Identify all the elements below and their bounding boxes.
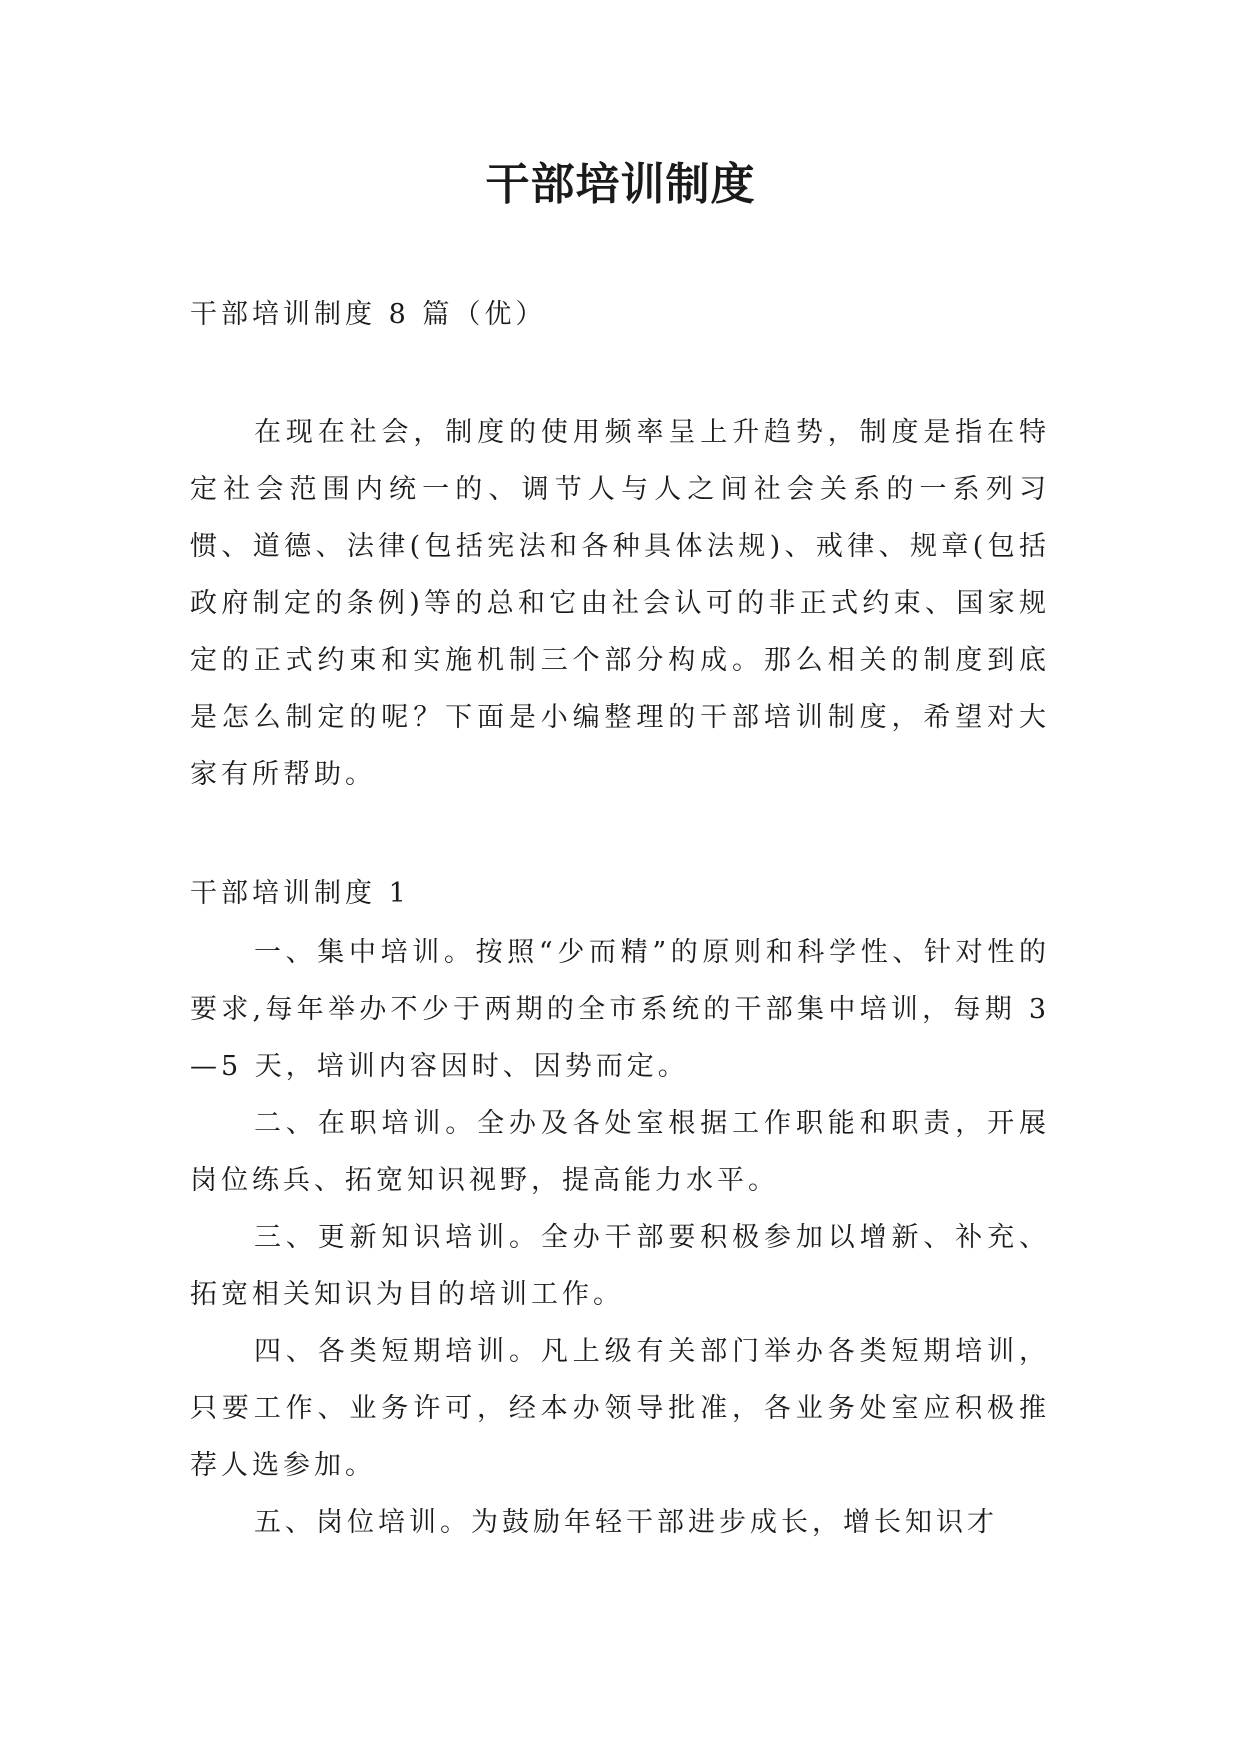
document-title: 干部培训制度 <box>485 159 756 210</box>
section-heading: 干部培训制度 1 <box>190 878 410 909</box>
section-paragraph-3: 三、更新知识培训。全办干部要积极参加以增新、补充、拓宽相关知识为目的培训工作。 <box>190 1222 1050 1310</box>
document-subtitle: 干部培训制度 8 篇（优） <box>190 299 547 330</box>
intro-paragraph: 在现在社会，制度的使用频率呈上升趋势，制度是指在特定社会范围内统一的、调节人与人之间社会关系的一系列习惯、道德、法律(包括宪法和各种具体法规)、戒律、规章(包括政府制定的条例)等的总和它由社会认可的非正式约束、国家规定的正式约束和实施机制三个部分构成。那么相关的制度到底是怎么制定的呢？下面是小编整理的干部培训制度，希望对大家有所帮助。 <box>190 417 1050 790</box>
section-body <box>190 924 1050 1551</box>
section-paragraph-2: 二、在职培训。全办及各处室根据工作职能和职责，开展岗位练兵、拓宽知识视野，提高能力水平。 <box>190 1108 1050 1196</box>
section-paragraph-4: 四、各类短期培训。凡上级有关部门举办各类短期培训，只要工作、业务许可，经本办领导批准，各业务处室应积极推荐人选参加。 <box>190 1336 1050 1481</box>
section-paragraph-1: 一、集中培训。按照“少而精”的原则和科学性、针对性的要求,每年举办不少于两期的全市系统的干部集中培训，每期 3—5 天，培训内容因时、因势而定。 <box>190 937 1050 1082</box>
section-paragraph-5: 五、岗位培训。为鼓励年轻干部进步成长，增长知识才 <box>254 1507 998 1538</box>
